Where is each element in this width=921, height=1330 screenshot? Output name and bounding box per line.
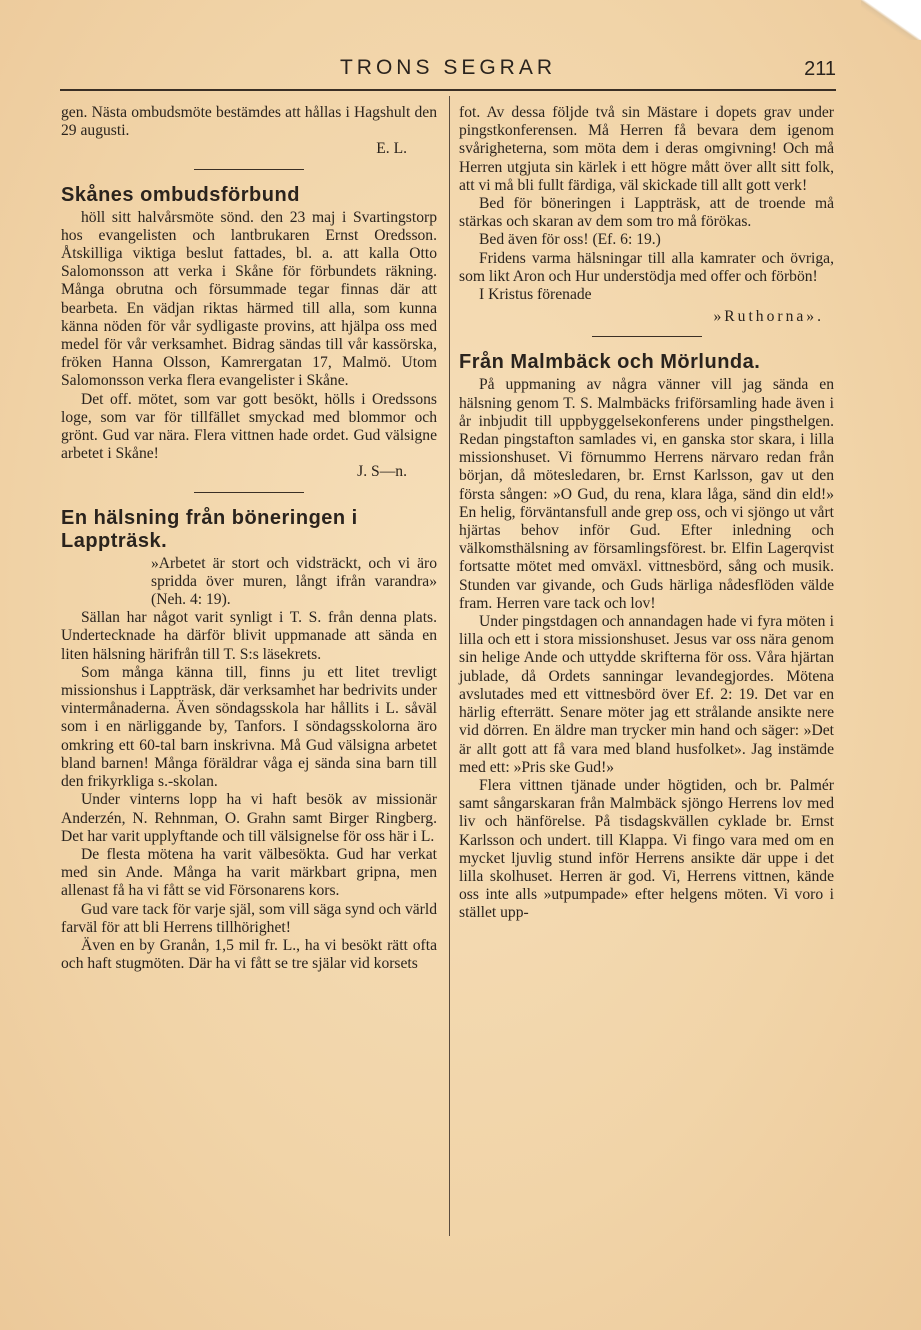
signature-ruthorna: »Ruthorna».	[713, 308, 824, 326]
article-title-skanes: Skånes ombudsförbund	[61, 183, 300, 206]
article-title-lappträsk: En hälsning från böneringen i Lappträsk.	[61, 506, 358, 552]
separator-rule	[194, 492, 304, 493]
article-paragraph: fot. Av dessa följde två sin Mästare i dopets grav under pingstkonferensen. Må Herren få bevara dem igenom svårigheterna, som möta dem i deras omgivning! Och må Herren utgjuta sin kärlek i ett högre mått över allt sitt folk, att vi må bli fullt färdiga, väl skickade till allt gott verk!	[459, 104, 834, 194]
page-number: 211	[804, 58, 836, 80]
article-paragraph: Sällan har något varit synligt i T. S. från denna plats. Undertecknade ha därför blivit uppmanade att sända en liten hälsning härifrån till T. S:s läsekrets.	[61, 609, 437, 663]
right-column	[459, 104, 834, 923]
left-column	[61, 104, 437, 973]
running-title: TRONS SEGRAR	[339, 56, 557, 79]
separator-rule	[194, 169, 304, 170]
page-header	[60, 56, 836, 86]
article-title-malmback: Från Malmbäck och Mörlunda.	[459, 351, 761, 374]
article-paragraph: De flesta mötena ha varit välbesökta. Gud har verkat med sin Ande. Många ha varit märkbart gripna, men allenast få ha vi fått se vid Försonarens kors.	[61, 845, 437, 900]
article-paragraph: Det off. mötet, som var gott besökt, hölls i Oredssons loge, som var för tillfället smyckad med blommor och grönt. Gud var nära. Flera vittnen hade ordet. Gud välsigne arbetet i Skåne!	[61, 390, 437, 463]
bible-quote: »Arbetet är stort och vidsträckt, och vi äro spridda över muren, långt ifrån varandra» (Neh. 4: 19).	[151, 554, 437, 609]
article-paragraph: Under vinterns lopp ha vi haft besök av missionär Anderzén, N. Rehnman, O. Grahn samt Birger Ringberg. Det har varit upplyftande och till välsignelse för oss här i L.	[61, 791, 437, 845]
article-paragraph: Bed även för oss! (Ef. 6: 19.)	[479, 231, 661, 249]
closing-line: I Kristus förenade	[479, 286, 592, 304]
article-paragraph: Fridens varma hälsningar till alla kamrater och övriga, som likt Aron och Hur understödja med offer och förbön!	[459, 249, 834, 285]
article-paragraph: Gud vare tack för varje själ, som vill säga synd och värld farväl för att bli Herrens tillhörighet!	[61, 900, 437, 936]
page-corner-fold	[861, 0, 921, 40]
article-paragraph: Bed för böneringen i Lappträsk, att de troende må stärkas och skaran av dem som tro må förökas.	[459, 195, 834, 231]
signature-el: E. L.	[376, 140, 407, 158]
article-paragraph: På uppmaning av några vänner vill jag sända en hälsning genom T. S. Malmbäcks friförsamling hade även i år inbjudit till uppbyggelsekonferens under pingsthelgen. Redan pingstafton samlades vi, en ganska stor skara, i lilla missionshuset. Vi förnummo Herrens närvaro redan från början, då mötesledaren, br. Ernst Karlsson, gav ut den första sången: »O Gud, du rena, klara låga, sänd din eld!» En helig, förväntansfull ande grep oss, och vi sjöngo ut vårt hjärtas behov inför Gud. Efter inledning och välkomsthälsning av församlingsförest. br. Elfin Lagerqvist fortsatte mötet med omväxl. vittnesbörd, sång och musik. Stunden var givande, och Guds härliga nådesflöden välde fram. Herren vare tack och lov!	[459, 376, 834, 612]
header-rule	[60, 89, 836, 91]
signature-js: J. S—n.	[357, 463, 407, 481]
article-paragraph: Som många känna till, finns ju ett litet trevligt missionshus i Lappträsk, där verksamhet har bedrivits under vintermånaderna. Även söndagsskola har hållits i L. såväl som i en närliggande by, Tanfors. I söndagsskolorna äro omkring ett 60-tal barn inskrivna. Må Gud välsigna arbetet bland barnen! Många föräldrar våga ej sända sina barn till den frikyrkliga s.-skolan.	[61, 663, 437, 791]
column-divider	[449, 96, 450, 1236]
article-paragraph: höll sitt halvårsmöte sönd. den 23 maj i Svartingstorp hos evangelisten och lantbrukaren Ernst Oredsson. Åtskilliga viktiga beslut fattades, bl. a. att kalla Otto Salomonsson att verka i Skåne för förbundets räkning. Många obrutna och försummade tegar finnas där att bearbeta. En vädjan riktas härmed till alla, som kunna känna nöden för vår sydligaste provins, att hjälpa oss med medel för vår verksamhet. Bidrag sändas till vår kassörska, fröken Hanna Olsson, Kamrergatan 17, Malmö. Utom Salomonsson verka flera evangelister i Skåne.	[61, 208, 437, 390]
separator-rule	[592, 336, 702, 337]
continued-paragraph: gen. Nästa ombudsmöte bestämdes att hållas i Hagshult den 29 augusti.	[61, 104, 437, 140]
article-paragraph: Även en by Granån, 1,5 mil fr. L., ha vi besökt rätt ofta och haft stugmöten. Där ha vi fått se tre själar vid korsets	[61, 936, 437, 973]
article-paragraph: Under pingstdagen och annandagen hade vi fyra möten i lilla och ett i stora missionshuset. Jesus var oss nära genom sin helige Ande och uttydde skrifterna för oss. Våra hjärtan jublade, då Ordets sanningar levandegjordes. Mötena avslutades med ett vittnesbörd över Ef. 2: 19. Det var en härlig efterrätt. Senare möter jag ett strålande ansikte nere vid dörren. En äldre man trycker min hand och säger: »Det är allt gott att få vara med bland husfolket». Jag instämde med ett: »Pris ske Gud!»	[459, 613, 834, 776]
article-paragraph: Flera vittnen tjänade under högtiden, och br. Palmér samt sångarskaran från Malmbäck sjöngo Herrens lov med liv och hänförelse. På tisdagskvällen cyklade br. Ernst Karlsson och undert. till Klappa. Vi fingo vara med om en mycket ljuvlig stund inför Herrens ansikte där uppe i det lilla skolhuset. Herren är god. Vi, Herrens vittnen, kände oss inte alls »utpumpade» efter helgens möten. Vi voro i stället upp-	[459, 776, 834, 922]
